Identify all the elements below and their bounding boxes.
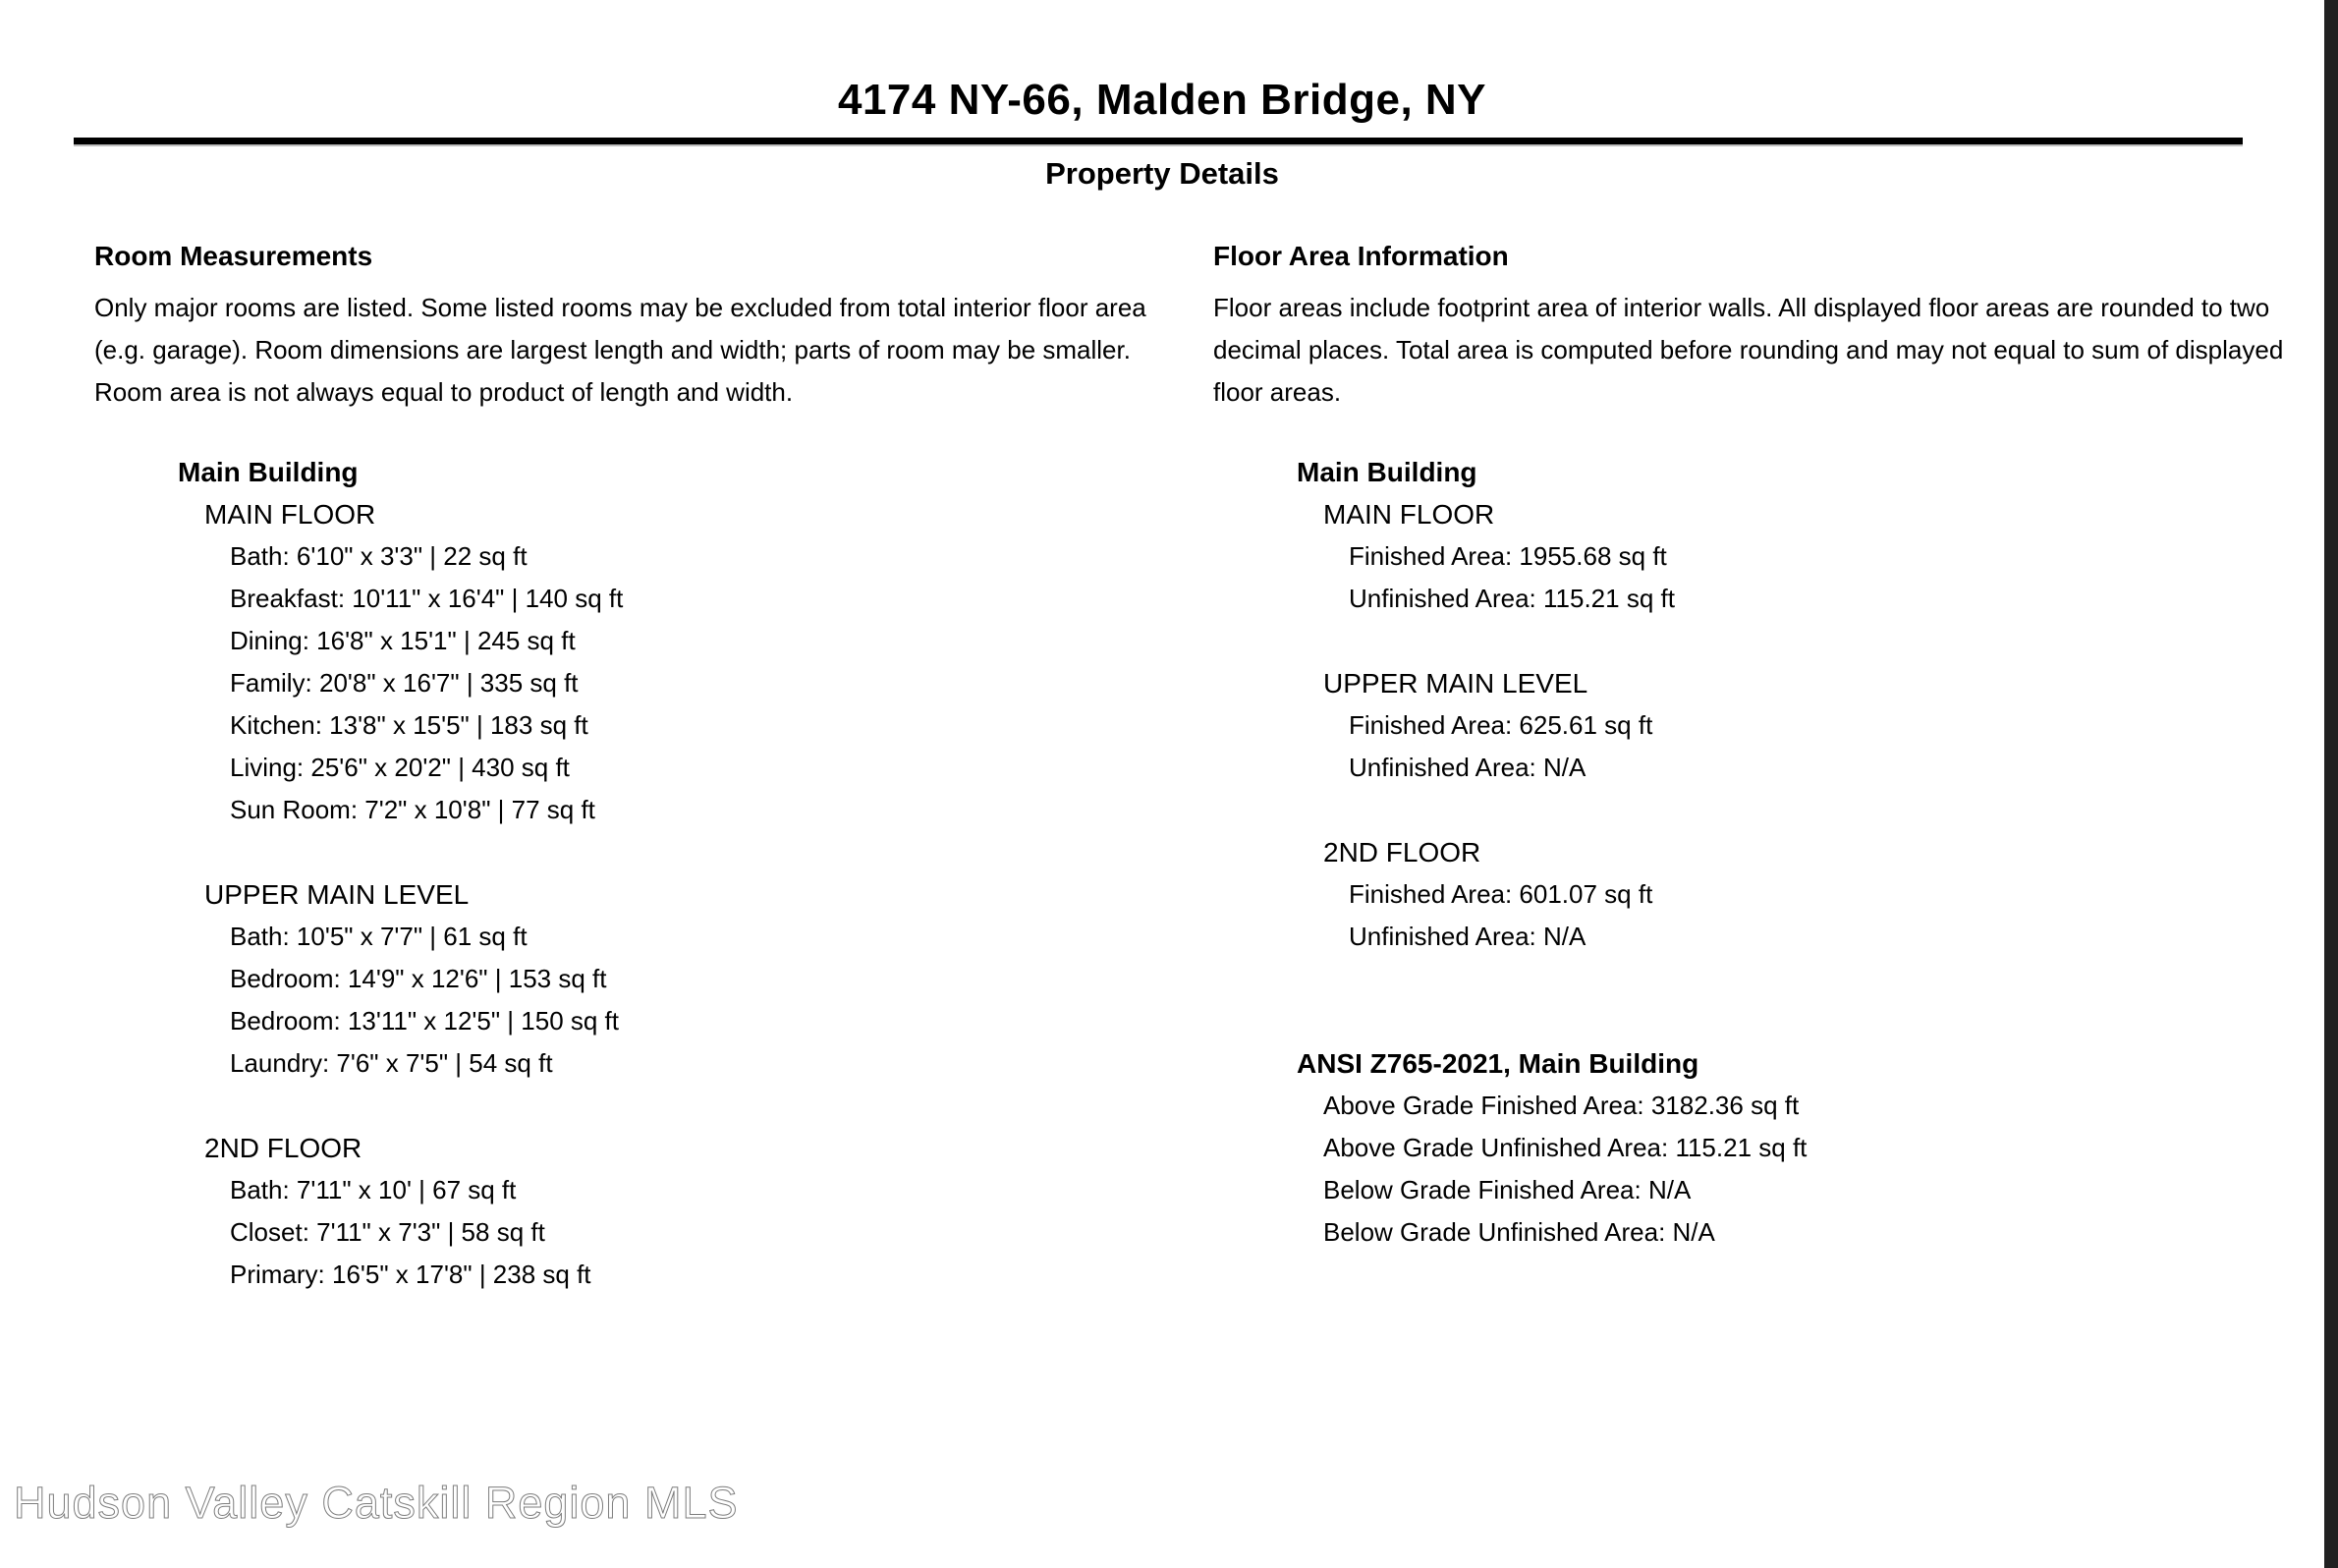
description-line: Room area is not always equal to product of length and width.: [94, 377, 794, 407]
room-measurements-building: [94, 451, 1175, 1296]
floor-name: 2ND FLOOR: [204, 1133, 362, 1163]
area-group-2nd-floor: [1213, 831, 2294, 958]
ansi-summary: [1213, 1042, 2294, 1254]
description-line: Floor areas include footprint area of interior walls. All displayed floor areas are rounded to two: [1213, 293, 2270, 322]
room-measurements-section: [94, 240, 1175, 1296]
area-line: Unfinished Area: N/A: [1349, 753, 1586, 782]
room-line: Laundry: 7'6" x 7'5" | 54 sq ft: [230, 1048, 553, 1078]
ansi-line: Above Grade Unfinished Area: 115.21 sq ft: [1323, 1133, 1808, 1162]
floor-group-2nd-floor: [94, 1127, 1175, 1296]
floor-name: UPPER MAIN LEVEL: [1323, 668, 1588, 699]
room-line: Breakfast: 10'11" x 16'4" | 140 sq ft: [230, 584, 624, 613]
room-line: Sun Room: 7'2" x 10'8" | 77 sq ft: [230, 795, 595, 824]
room-measurements-heading: Room Measurements: [94, 241, 373, 271]
floor-area-building: [1213, 451, 2294, 958]
building-name: Main Building: [178, 457, 359, 487]
room-line: Bedroom: 14'9" x 12'6" | 153 sq ft: [230, 964, 607, 993]
room-line: Bath: 7'11" x 10' | 67 sq ft: [230, 1175, 517, 1204]
floor-area-heading: Floor Area Information: [1213, 241, 1509, 271]
area-line: Finished Area: 1955.68 sq ft: [1349, 541, 1667, 571]
page-subtitle: Property Details: [1045, 156, 1279, 191]
floor-name: 2ND FLOOR: [1323, 837, 1481, 868]
right-edge-strip: [2324, 0, 2338, 1568]
room-line: Bath: 6'10" x 3'3" | 22 sq ft: [230, 541, 528, 571]
page-title: 4174 NY-66, Malden Bridge, NY: [837, 76, 1487, 124]
description-line: decimal places. Total area is computed before rounding and may not equal to sum of displayed: [1213, 335, 2284, 364]
ansi-line: Below Grade Finished Area: N/A: [1323, 1175, 1692, 1204]
description-line: (e.g. garage). Room dimensions are largest length and width; parts of room may be smaller.: [94, 335, 1131, 364]
area-line: Unfinished Area: 115.21 sq ft: [1349, 584, 1675, 613]
title-divider: [74, 138, 2243, 146]
room-line: Living: 25'6" x 20'2" | 430 sq ft: [230, 753, 570, 782]
ansi-line: Below Grade Unfinished Area: N/A: [1323, 1217, 1715, 1247]
floor-name: UPPER MAIN LEVEL: [204, 879, 470, 910]
area-line: Unfinished Area: N/A: [1349, 922, 1586, 951]
floor-area-section: [1213, 240, 2294, 1254]
room-line: Family: 20'8" x 16'7" | 335 sq ft: [230, 668, 579, 698]
floor-group-upper-main-level: [94, 873, 1175, 1085]
floor-area-description: [1213, 287, 2294, 414]
ansi-heading: ANSI Z765-2021, Main Building: [1297, 1048, 1699, 1079]
floor-name: MAIN FLOOR: [1323, 499, 1495, 530]
room-line: Kitchen: 13'8" x 15'5" | 183 sq ft: [230, 710, 588, 740]
room-measurements-description: [94, 287, 1175, 414]
area-group-main-floor: [1213, 493, 2294, 620]
ansi-line: Above Grade Finished Area: 3182.36 sq ft: [1323, 1091, 1800, 1120]
room-line: Dining: 16'8" x 15'1" | 245 sq ft: [230, 626, 576, 655]
floor-group-main-floor: [94, 493, 1175, 831]
mls-watermark: Hudson Valley Catskill Region MLS: [14, 1478, 739, 1528]
area-group-upper-main-level: [1213, 662, 2294, 789]
description-line: floor areas.: [1213, 377, 1342, 407]
room-line: Primary: 16'5" x 17'8" | 238 sq ft: [230, 1260, 591, 1289]
floor-name: MAIN FLOOR: [204, 499, 376, 530]
area-line: Finished Area: 625.61 sq ft: [1349, 710, 1653, 740]
room-line: Bedroom: 13'11" x 12'5" | 150 sq ft: [230, 1006, 620, 1036]
building-name: Main Building: [1297, 457, 1477, 487]
area-line: Finished Area: 601.07 sq ft: [1349, 879, 1653, 909]
room-line: Closet: 7'11" x 7'3" | 58 sq ft: [230, 1217, 545, 1247]
room-line: Bath: 10'5" x 7'7" | 61 sq ft: [230, 922, 528, 951]
description-line: Only major rooms are listed. Some listed rooms may be excluded from total interior floor area: [94, 293, 1146, 322]
